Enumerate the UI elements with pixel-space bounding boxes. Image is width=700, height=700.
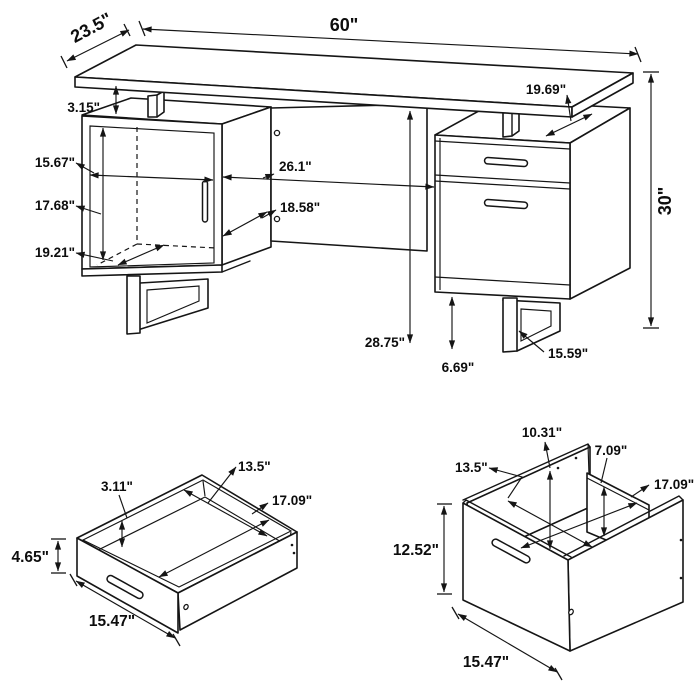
dim-label-front-width: 15.47" [462, 654, 510, 671]
dim-label-interior-width: 13.5" [238, 459, 271, 474]
dim-tick [635, 47, 641, 62]
back-panel-face [271, 104, 427, 251]
file-drawer-wall-dot [557, 467, 560, 470]
desk-left-leg [127, 276, 208, 334]
desk-figure [35, 9, 675, 375]
dim-label-pedestal-top-depth: 19.69" [525, 82, 567, 97]
dim-label-top-gap: 3.15" [67, 100, 100, 115]
small-drawer-side-dot [293, 552, 296, 555]
dim-label-leg-base-depth: 15.59" [548, 346, 589, 361]
dim-label-top-width: 60" [329, 15, 359, 35]
dim-small-drawer-front-height [11, 539, 66, 573]
back-panel-hole-bottom [274, 216, 279, 221]
left-spacer-block [148, 91, 164, 117]
dim-leg-height [442, 297, 475, 375]
file-drawer-wall-dot [575, 457, 578, 460]
left-leg-post [127, 276, 140, 334]
file-drawer-body [463, 444, 683, 651]
dim-label-interior-depth: 19.21" [34, 245, 75, 260]
file-drawer-wall-dot [680, 577, 683, 580]
dim-tick [70, 574, 77, 586]
dim-leader [631, 485, 649, 497]
file-drawer-figure [393, 425, 694, 680]
dim-tick [61, 56, 67, 68]
desk-left-cabinet [82, 98, 271, 276]
small-drawer-figure [11, 459, 312, 646]
dim-file-drawer-front-height [393, 504, 452, 594]
dim-label-interior-height: 3.11" [101, 479, 133, 494]
dim-leader [601, 458, 607, 483]
dim-label-underside-height: 28.75" [364, 335, 405, 350]
dim-label-interior-depth: 17.09" [654, 477, 695, 492]
dim-label-front-height: 12.52" [392, 542, 439, 559]
dim-label-interior-height: 17.68" [34, 198, 75, 213]
dim-tick [452, 607, 459, 619]
small-drawer-side-dot [291, 544, 294, 547]
dim-label-top-depth: 23.5" [67, 8, 116, 47]
desk-right-pedestal [435, 101, 630, 299]
desk-back-panel [271, 104, 427, 251]
dim-tick [173, 634, 180, 646]
dim-label-height: 30" [655, 186, 675, 216]
dim-label-interior-width: 13.5" [455, 460, 488, 475]
desk-right-leg [503, 298, 560, 352]
dim-label-kneespace-depth: 18.58" [280, 200, 321, 215]
dim-leader [545, 442, 550, 468]
dim-label-front-height: 4.65" [11, 549, 49, 566]
back-panel-hole-top [274, 130, 279, 135]
left-cabinet-side-face [222, 107, 271, 265]
dim-label-interior-height: 10.31" [521, 425, 563, 440]
dim-label-kneespace-width: 26.1" [279, 159, 312, 174]
right-leg-post [503, 298, 517, 352]
dim-tick [124, 24, 130, 36]
file-drawer-wall-dot [680, 539, 683, 542]
dim-tick [555, 668, 562, 680]
dim-label-leg-height: 6.69" [441, 360, 475, 375]
left-cabinet-door-handle[interactable] [203, 181, 208, 222]
dim-desk-height [643, 72, 675, 328]
dim-label-interior-width: 15.67" [34, 155, 75, 170]
small-drawer-body [77, 475, 297, 633]
dim-label-interior-depth: 17.09" [272, 493, 313, 508]
dim-label-back-rail-height: 7.09" [594, 443, 628, 458]
dim-label-front-width: 15.47" [88, 613, 136, 630]
